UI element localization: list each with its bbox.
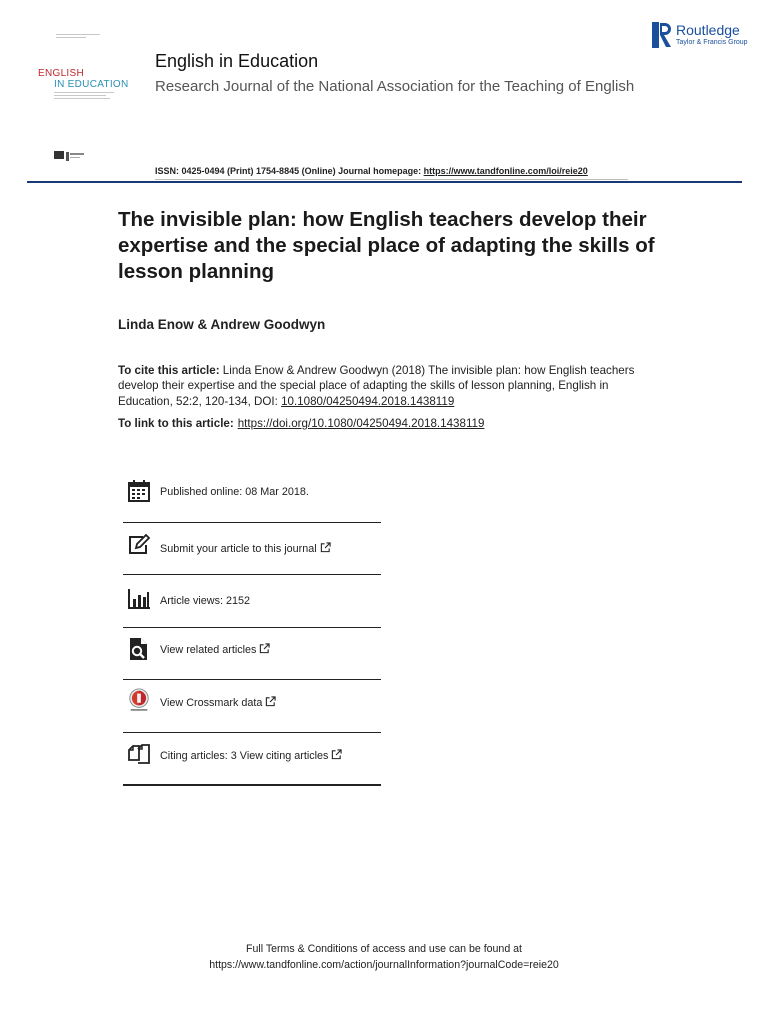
submit-article-link[interactable]	[160, 542, 331, 555]
info-row-views	[123, 575, 381, 628]
submit-article-label: Submit your article to this journal	[160, 542, 317, 555]
doi-link[interactable]: 10.1080/04250494.2018.1438119	[281, 394, 455, 408]
related-articles-label: View related articles	[160, 643, 257, 656]
document-search-icon	[127, 637, 151, 661]
footer-line-1: Full Terms & Conditions of access and use can be found at	[246, 943, 522, 955]
footer	[0, 941, 768, 973]
small-logos-icon	[54, 150, 114, 162]
logo-line-1: ENGLISH	[38, 68, 85, 79]
article-title: The invisible plan: how English teachers develop their expertise and the special place of adapting the skills of lesson planning	[118, 208, 655, 283]
published-date: Published online: 08 Mar 2018.	[160, 486, 309, 498]
article-authors: Linda Enow & Andrew Goodwyn	[118, 317, 326, 332]
cite-label: To cite this article:	[118, 364, 220, 377]
external-link-icon	[331, 749, 342, 760]
crossmark-icon	[127, 688, 151, 712]
publisher-logo	[652, 22, 747, 50]
header-fine-print	[56, 34, 100, 42]
info-row-related[interactable]	[123, 628, 381, 681]
header-rule	[27, 181, 742, 183]
info-row-submit[interactable]	[123, 523, 381, 576]
link-label: To link to this article:	[118, 417, 234, 430]
publisher-group: Taylor & Francis Group	[676, 39, 748, 46]
related-articles-link[interactable]	[160, 643, 270, 656]
cite-text: Linda Enow & Andrew Goodwyn (2018) The invisible plan: how English teachers develop their expertise and the special place of adapting the skills of lesson planning, English in Education, 52:2, 120-134, DOI:	[118, 364, 635, 408]
article-info-list	[123, 470, 381, 786]
article-views: Article views: 2152	[160, 595, 251, 608]
citing-articles-link[interactable]	[160, 749, 342, 762]
journal-homepage-link[interactable]: https://www.tandfonline.com/loi/reie20	[423, 166, 588, 176]
bar-chart-icon	[127, 587, 151, 611]
edit-icon	[127, 533, 151, 557]
publisher-name: Routledge	[676, 22, 740, 38]
issn-text: ISSN: 0425-0494 (Print) 1754-8845 (Online) Journal homepage:	[155, 166, 424, 176]
journal-title: English in Education	[155, 51, 319, 71]
footer-terms-link[interactable]: https://www.tandfonline.com/action/journalInformation?journalCode=reie20	[209, 959, 559, 971]
citing-articles-label: Citing articles: 3 View citing articles	[160, 749, 329, 762]
external-link-icon	[259, 643, 270, 654]
issn-line	[155, 166, 588, 176]
routledge-logo-icon	[652, 22, 672, 48]
crossmark-label: View Crossmark data	[160, 697, 263, 710]
journal-logo	[38, 68, 138, 99]
info-row-crossmark[interactable]	[123, 680, 381, 733]
info-row-citing[interactable]	[123, 733, 381, 786]
journal-subtitle: Research Journal of the National Association for the Teaching of English	[155, 78, 635, 95]
crossmark-link[interactable]	[160, 696, 276, 709]
citation	[118, 363, 658, 409]
external-link-icon	[265, 696, 276, 707]
issn-underline	[155, 179, 628, 180]
citing-icon	[127, 742, 151, 766]
external-link-icon	[320, 542, 331, 553]
article-doi-url[interactable]: https://doi.org/10.1080/04250494.2018.1438119	[237, 417, 485, 430]
calendar-icon	[127, 479, 151, 503]
article-link-line	[118, 417, 484, 430]
logo-line-2: IN EDUCATION	[54, 79, 129, 90]
info-row-published	[123, 470, 381, 523]
